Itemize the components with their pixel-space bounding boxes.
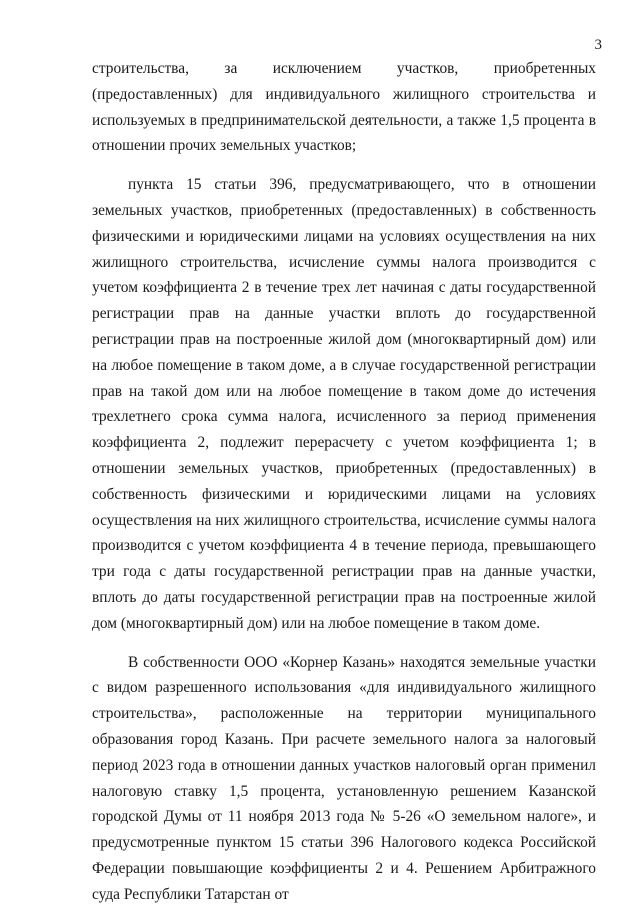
paragraph-article-396-clause-15: пункта 15 статьи 396, предусматривающего, что в отношении земельных участков, приобретенных (предоставленных) в собственность физическими и юридическими лицами на условиях осуществления на них жилищного строительства, исчисление суммы налога производится с учетом коэффициента 2 в течение трех лет начиная с даты государственной регистрации прав на данные участки вплоть до государственной регистрации прав на построенные жилой дом (многоквартирный дом) или на любое помещение в таком доме, а в случае государственной регистрации прав на такой дом или на любое помещение в таком доме до истечения трехлетнего срока сумма налога, исчисленного за период применения коэффициента 2, подлежит перерасчету с учетом коэффициента 1; в отношении земельных участков, приобретенных (предоставленных) в собственность физическими и юридическими лицами на условиях осуществления на них жилищного строительства, исчисление суммы налога производится с учетом коэффициента 4 в течение периода, превышающего три года с даты государственной регистрации прав на данные участки, вплоть до даты государственной регистрации прав на построенные жилой дом (многоквартирный дом) или на любое помещение в таком доме. [92,176,596,632]
paragraph-continuation: строительства, за исключением участков, приобретенных (предоставленных) для индивидуального жилищного строительства и используемых в предпринимательской деятельности, а также 1,5 процента в отношении прочих земельных участков; [92,60,596,155]
document-body [92,56,596,908]
page-number: 3 [594,37,602,53]
paragraph-case-facts: В собственности ООО «Корнер Казань» находятся земельные участки с видом разрешенного использования «для индивидуального жилищного строительства», расположенные на территории муниципального образования город Казань. При расчете земельного налога за налоговый период 2023 года в отношении данных участков налоговый орган применил налоговую ставку 1,5 процента, установленную решением Казанской городской Думы от 11 ноября 2013 года № 5-26 «О земельном налоге», и предусмотренные пунктом 15 статьи 396 Налогового кодекса Российской Федерации повышающие коэффициенты 2 и 4. Решением Арбитражного суда Республики Татарстан от [92,653,596,903]
